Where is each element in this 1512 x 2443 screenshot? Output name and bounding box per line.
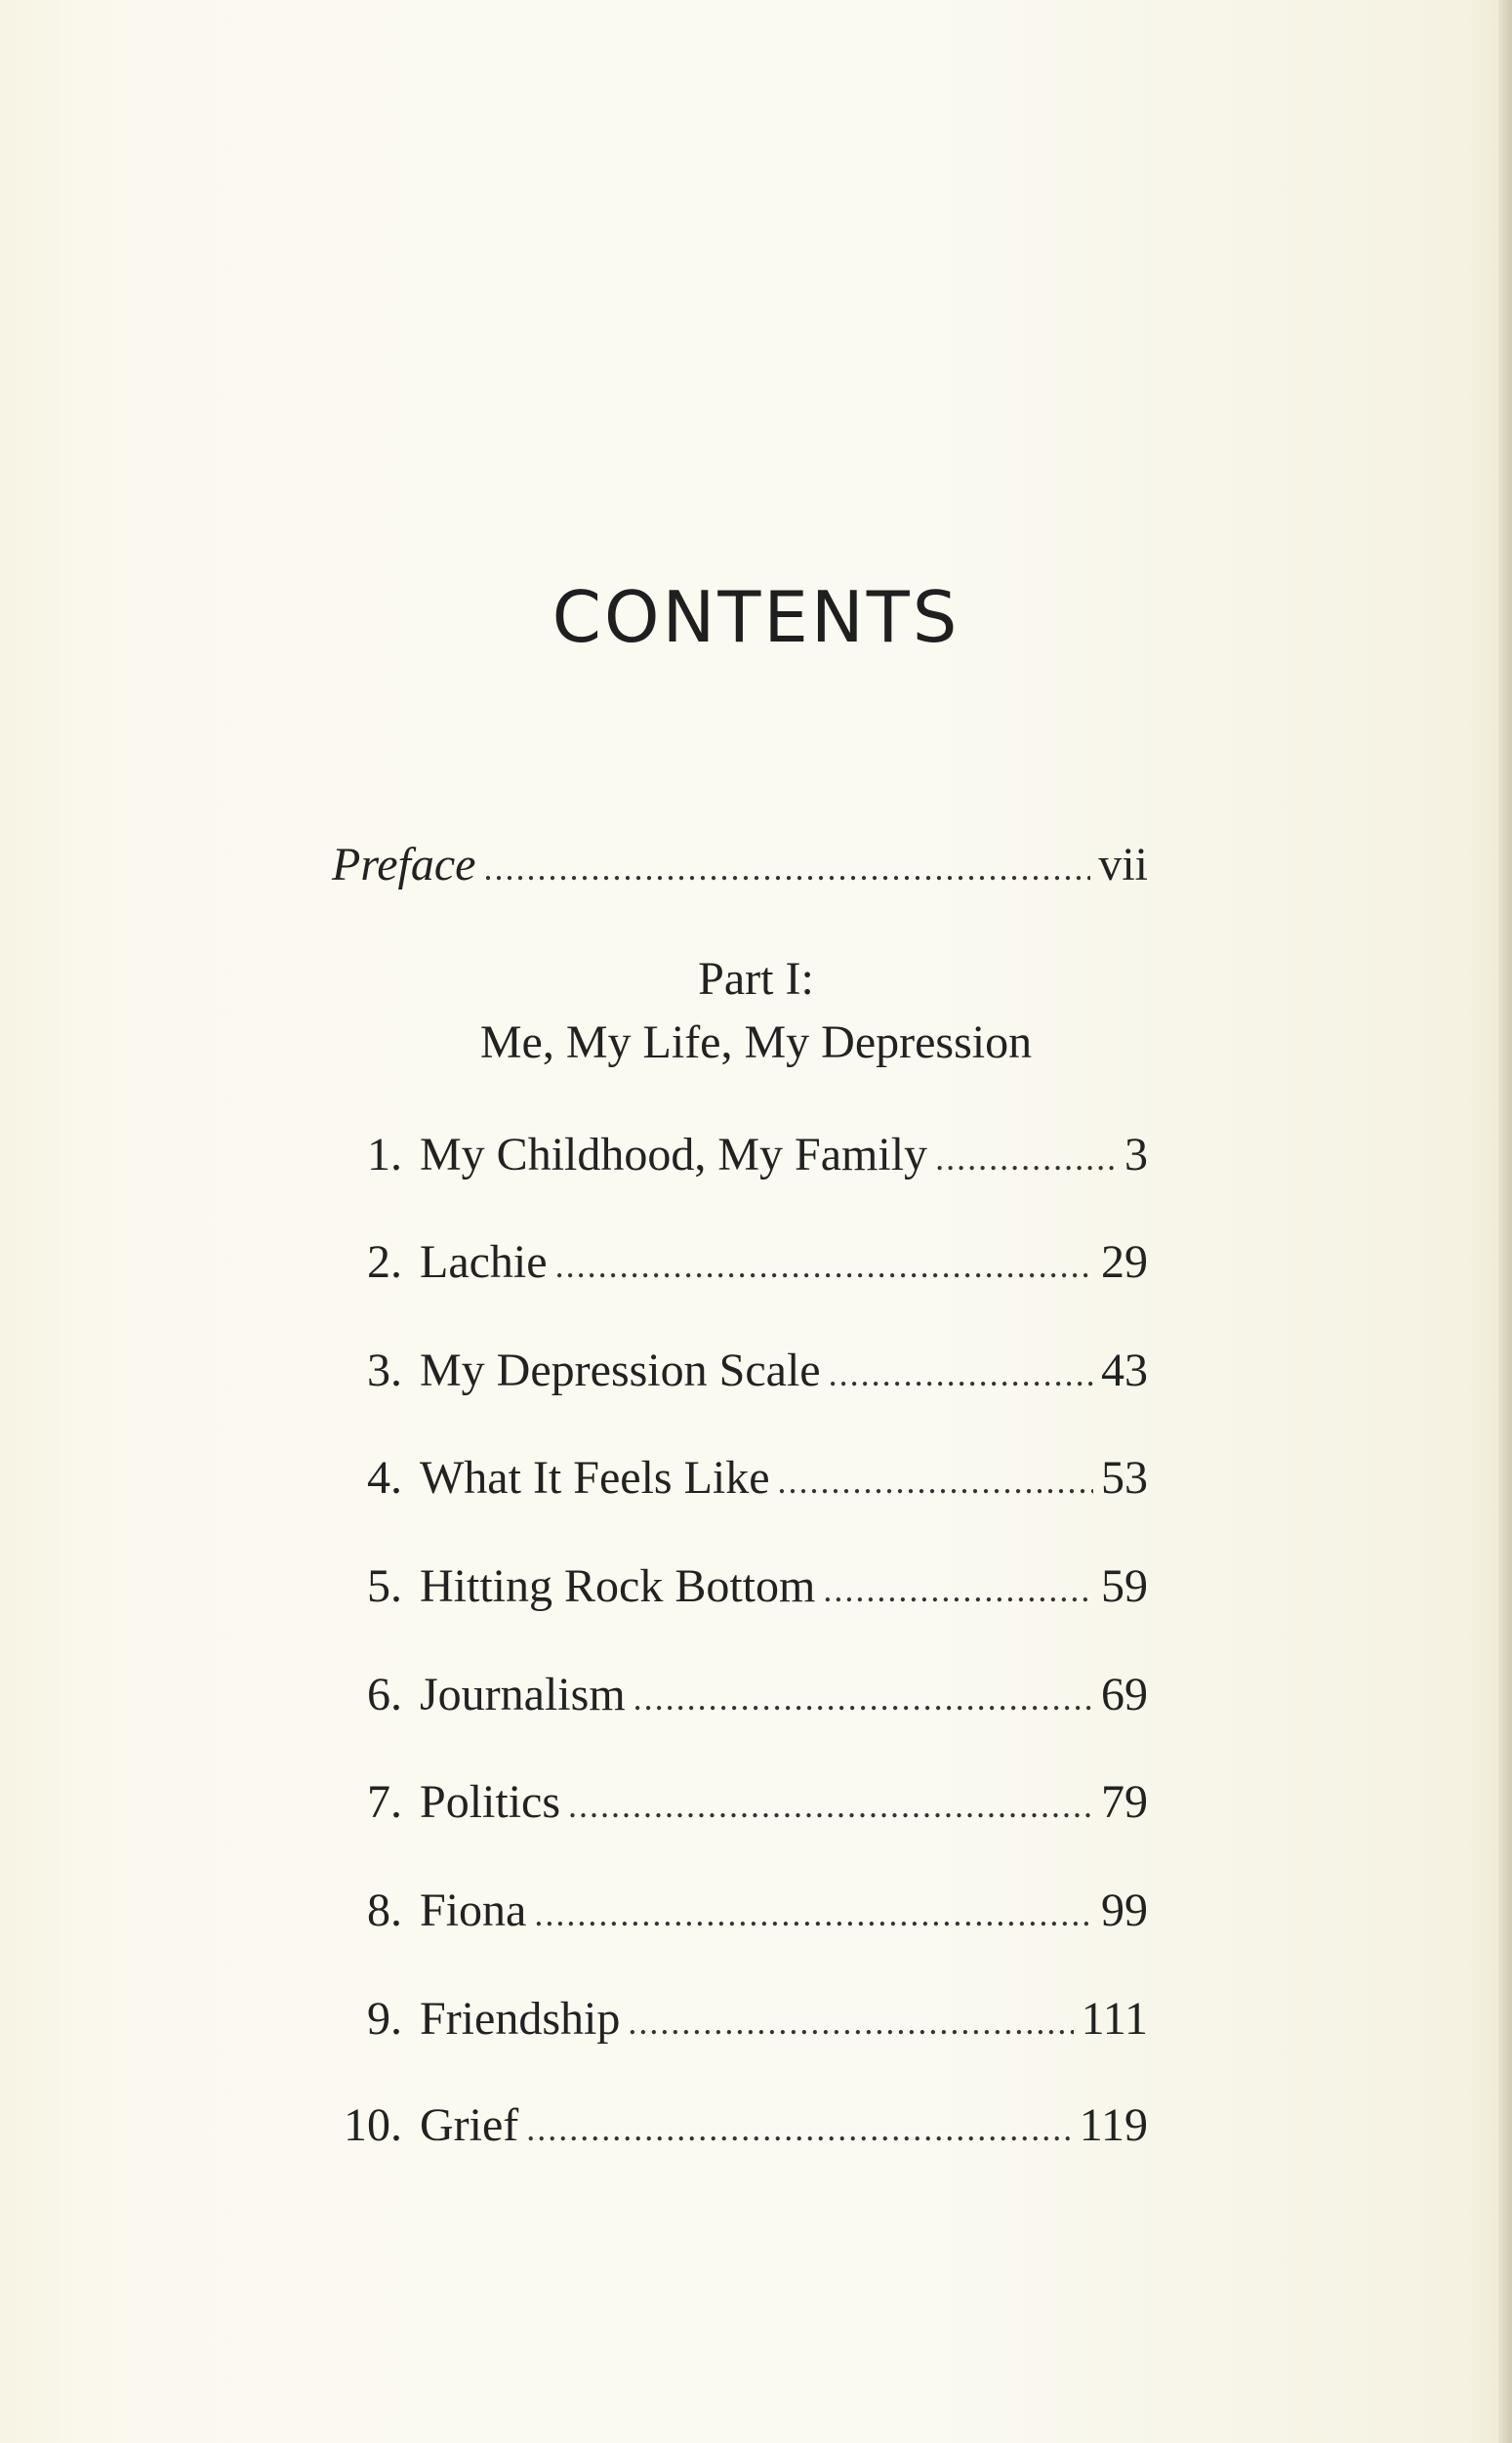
toc-entry-chapter-2[interactable]: [332, 1235, 1148, 1304]
toc-entry-chapter-7[interactable]: [332, 1775, 1148, 1843]
toc-entry-title: Journalism: [420, 1669, 626, 1720]
dot-leader: [829, 1353, 1093, 1394]
part-subtitle: Me, My Life, My Depression: [479, 1016, 1033, 1068]
toc-entry-title: My Childhood, My Family: [420, 1129, 928, 1180]
toc-entry-number: 1.: [367, 1129, 402, 1180]
toc-entry-chapter-9[interactable]: [332, 1992, 1148, 2060]
part-label: Part I:: [698, 953, 814, 1005]
toc-entry-title: Preface: [332, 839, 476, 890]
dot-leader: [568, 1785, 1093, 1826]
toc-entry-chapter-4[interactable]: [332, 1451, 1148, 1519]
toc-entry-page: 69: [1101, 1669, 1148, 1720]
dot-leader: [935, 1138, 1117, 1179]
toc-entry-title: Fiona: [420, 1884, 527, 1936]
toc-entry-title: Lachie: [420, 1236, 548, 1288]
toc-entry-number: 4.: [367, 1452, 402, 1504]
toc-entry-chapter-3[interactable]: [332, 1344, 1148, 1412]
toc-entry-page: 53: [1101, 1452, 1148, 1504]
dot-leader: [526, 2108, 1072, 2149]
contents-heading: CONTENTS: [552, 576, 960, 658]
page-edge: [1498, 0, 1512, 2443]
toc-entry-page: 119: [1079, 2099, 1148, 2151]
toc-entry-title: Grief: [420, 2099, 519, 2151]
toc-entry-number: 5.: [367, 1560, 402, 1612]
toc-entry-chapter-5[interactable]: [332, 1559, 1148, 1628]
toc-entry-number: 3.: [367, 1345, 402, 1396]
toc-entry-preface[interactable]: [332, 838, 1148, 906]
toc-entry-chapter-8[interactable]: [332, 1884, 1148, 1952]
toc-entry-number: 7.: [367, 1776, 402, 1828]
toc-entry-title: Friendship: [420, 1993, 621, 2045]
toc-entry-number: 6.: [367, 1669, 402, 1720]
toc-entry-chapter-10[interactable]: [332, 2098, 1148, 2167]
dot-leader: [778, 1461, 1093, 1502]
dot-leader: [534, 1893, 1093, 1934]
toc-entry-number: 10.: [344, 2099, 402, 2151]
toc-entry-number: 2.: [367, 1236, 402, 1288]
toc-entry-page: 29: [1101, 1236, 1148, 1288]
dot-leader: [633, 1677, 1093, 1718]
toc-entry-page: 43: [1101, 1345, 1148, 1396]
dot-leader: [628, 2002, 1073, 2043]
toc-entry-page: 59: [1101, 1560, 1148, 1612]
dot-leader: [555, 1245, 1093, 1286]
toc-entry-number: 8.: [367, 1884, 402, 1936]
toc-entry-number: 9.: [367, 1993, 402, 2045]
toc-entry-page: 99: [1101, 1884, 1148, 1936]
dot-leader: [823, 1569, 1093, 1610]
toc-entry-title: What It Feels Like: [420, 1452, 770, 1504]
toc-entry-chapter-6[interactable]: [332, 1668, 1148, 1736]
toc-entry-title: My Depression Scale: [420, 1345, 821, 1396]
toc-entry-title: Politics: [420, 1776, 561, 1828]
toc-entry-page: vii: [1098, 839, 1148, 890]
toc-entry-page: 111: [1081, 1993, 1148, 2045]
dot-leader: [483, 848, 1090, 889]
toc-entry-page: 79: [1101, 1776, 1148, 1828]
toc-entry-page: 3: [1124, 1129, 1148, 1180]
toc-entry-title: Hitting Rock Bottom: [420, 1560, 816, 1612]
toc-entry-chapter-1[interactable]: [332, 1128, 1148, 1196]
